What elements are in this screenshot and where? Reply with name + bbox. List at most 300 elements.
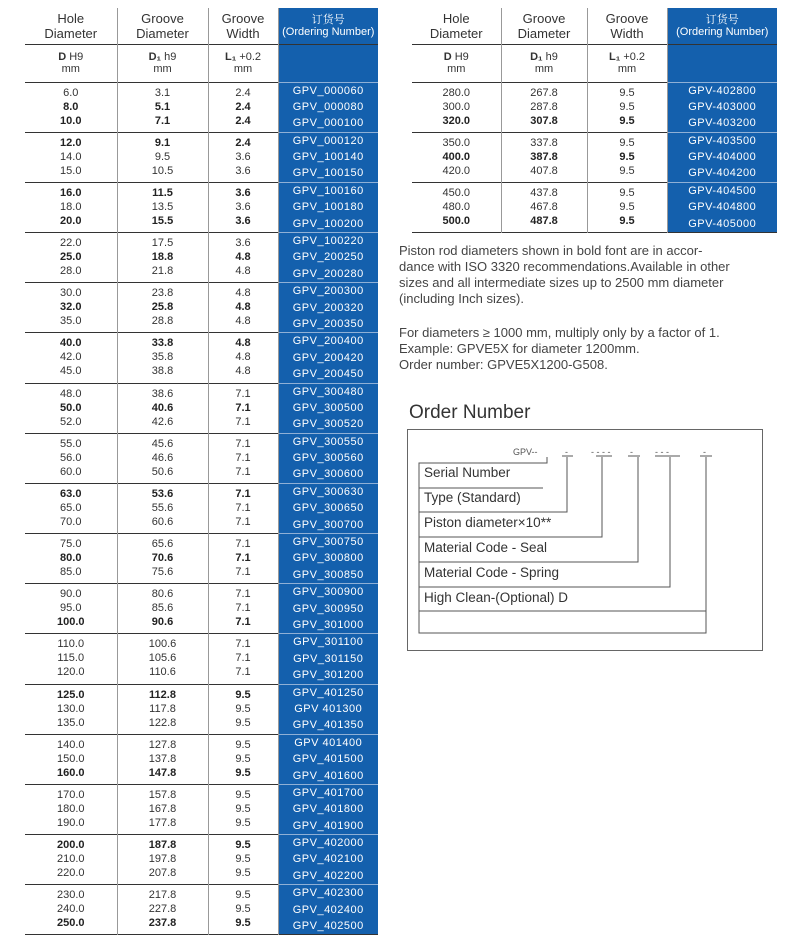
size-group-row	[25, 835, 378, 885]
ordering-number: GPV_200300	[292, 285, 364, 298]
ordering-number: GPV_300850	[292, 568, 364, 581]
value: 9.5	[235, 889, 251, 902]
size-group-row	[412, 132, 777, 182]
size-group-row	[25, 182, 378, 232]
label-material-seal: Material Code - Seal	[424, 540, 548, 555]
ordering-number: GPV_301150	[293, 652, 364, 665]
groove-diameter-cell	[117, 885, 208, 935]
groove-width-cell	[208, 885, 278, 935]
value: 80.0	[60, 552, 82, 565]
ordering-number: GPV_200280	[292, 267, 364, 280]
value: 125.0	[56, 688, 85, 701]
hole-diameter-cell	[25, 233, 117, 283]
value: 157.8	[148, 788, 177, 801]
code-segment-seal: -	[630, 447, 633, 457]
size-group-row	[25, 684, 378, 734]
code-segment-spring: - - -	[655, 447, 669, 457]
value: 50.6	[151, 465, 174, 478]
value: 407.8	[530, 164, 558, 177]
groove-width-cell	[208, 433, 278, 483]
ordering-number-cell	[278, 784, 378, 834]
value: 45.0	[60, 365, 82, 378]
code-segment-clean: -	[703, 447, 706, 457]
value: 18.8	[151, 251, 174, 264]
groove-diameter-cell	[117, 634, 208, 684]
ordering-number: GPV_301000	[292, 619, 364, 631]
hole-diameter-cell	[25, 734, 117, 784]
value: 147.8	[148, 766, 177, 779]
value: 15.0	[60, 164, 82, 177]
value: 75.6	[151, 566, 174, 579]
value: 100.0	[56, 616, 85, 629]
value: 48.0	[60, 387, 82, 400]
value: 122.8	[148, 716, 177, 729]
value: 137.8	[148, 752, 177, 765]
ordering-number: GPV_200450	[292, 368, 364, 381]
ordering-number: GPV_000060	[292, 84, 364, 97]
value: 85.6	[151, 602, 174, 615]
header-groove-width: Groove Width	[208, 8, 278, 44]
groove-diameter-cell	[117, 333, 208, 383]
size-group-row	[25, 82, 378, 132]
value: 9.5	[619, 136, 635, 149]
value: 3.6	[235, 237, 251, 250]
hole-diameter-cell	[25, 383, 117, 433]
value: 7.1	[235, 538, 251, 551]
value: 420.0	[442, 164, 471, 177]
value: 227.8	[148, 903, 177, 916]
value: 7.1	[235, 415, 251, 428]
ordering-number-cell	[667, 82, 777, 132]
groove-width-cell	[208, 132, 278, 182]
ordering-number: GPV_000080	[292, 100, 364, 113]
value: 9.5	[619, 164, 635, 177]
subheader-groove-d: D₁ h9 mm	[501, 44, 587, 82]
value: 9.5	[619, 200, 635, 213]
ordering-number: GPV_402400	[292, 903, 364, 916]
value: 437.8	[530, 186, 558, 199]
bold-font-note: Piston rod diameters shown in bold font are in accor- dance with ISO 3320 recommendations.Available in other sizes and all intermediate sizes up to 2500 mm diameter (including Inch sizes).	[399, 243, 730, 306]
value: 7.1	[235, 602, 251, 615]
hole-diameter-cell	[25, 584, 117, 634]
value: 150.0	[56, 752, 85, 765]
value: 70.6	[151, 552, 174, 565]
groove-width-cell	[208, 784, 278, 834]
ordering-number: GPV-404500	[688, 184, 757, 197]
value: 55.6	[151, 501, 174, 514]
groove-diameter-cell	[117, 734, 208, 784]
value: 4.8	[235, 365, 251, 378]
value: 307.8	[530, 114, 558, 127]
right-table-body	[412, 82, 777, 233]
value: 167.8	[148, 802, 177, 815]
ordering-number: GPV_402300	[292, 887, 364, 900]
left-table-body	[25, 82, 378, 935]
ordering-number-cell	[278, 182, 378, 232]
ordering-number: GPV-402800	[688, 84, 757, 97]
groove-diameter-cell	[117, 283, 208, 333]
ordering-number: GPV_401900	[292, 819, 364, 832]
ordering-number-cell	[278, 132, 378, 182]
value: 21.8	[151, 265, 174, 278]
value: 287.8	[530, 100, 558, 113]
groove-width-cell	[208, 584, 278, 634]
groove-width-cell	[587, 182, 667, 232]
ordering-number: GPV_100180	[292, 201, 364, 214]
value: 38.6	[151, 387, 174, 400]
value: 12.0	[60, 136, 82, 149]
value: 7.1	[154, 114, 171, 127]
groove-diameter-cell	[501, 82, 587, 132]
header-hole-diameter: Hole Diameter	[412, 8, 501, 44]
value: 9.5	[235, 853, 251, 866]
value: 55.0	[60, 437, 82, 450]
ordering-number-cell	[278, 82, 378, 132]
value: 9.5	[619, 150, 635, 163]
value: 7.1	[235, 638, 251, 651]
ordering-number: GPV_402500	[292, 920, 364, 933]
ordering-number: GPV_300750	[292, 536, 364, 549]
groove-diameter-cell	[117, 82, 208, 132]
value: 3.1	[154, 86, 171, 99]
hole-diameter-cell	[25, 483, 117, 533]
code-segment-type: -	[565, 447, 568, 457]
code-segment-diameter: - - - -	[591, 447, 611, 457]
value: 197.8	[148, 853, 177, 866]
ordering-number: GPV-403200	[688, 117, 757, 130]
header-groove-width: Groove Width	[587, 8, 667, 44]
value: 9.5	[235, 802, 251, 815]
value: 60.6	[151, 515, 174, 528]
hole-diameter-cell	[25, 634, 117, 684]
ordering-number: GPV_401350	[292, 719, 364, 732]
value: 130.0	[56, 702, 85, 715]
value: 450.0	[442, 186, 471, 199]
ordering-number: GPV-404800	[688, 201, 757, 214]
value: 237.8	[148, 917, 177, 930]
value: 487.8	[530, 214, 558, 227]
right-size-table	[412, 8, 777, 233]
value: 467.8	[530, 200, 558, 213]
ordering-number: GPV_300630	[292, 485, 364, 498]
ordering-number: GPV_200250	[292, 251, 364, 264]
groove-width-cell	[208, 82, 278, 132]
value: 320.0	[442, 114, 471, 127]
value: 2.4	[235, 86, 251, 99]
value: 20.0	[60, 214, 82, 227]
groove-diameter-cell	[117, 132, 208, 182]
value: 18.0	[60, 200, 82, 213]
ordering-number: GPV_401700	[292, 786, 364, 799]
header-groove-diameter: Groove Diameter	[117, 8, 208, 44]
ordering-number: GPV_100140	[292, 151, 364, 164]
size-group-row	[25, 734, 378, 784]
value: 65.0	[60, 501, 82, 514]
value: 207.8	[148, 867, 177, 880]
ordering-number: GPV-404200	[688, 167, 757, 180]
ordering-number-cell	[278, 333, 378, 383]
value: 45.6	[151, 437, 174, 450]
groove-diameter-cell	[117, 684, 208, 734]
ordering-number: GPV_000120	[292, 134, 364, 147]
value: 23.8	[151, 287, 174, 300]
hole-diameter-cell	[25, 283, 117, 333]
hole-diameter-cell	[25, 534, 117, 584]
groove-width-cell	[208, 534, 278, 584]
groove-width-cell	[208, 233, 278, 283]
value: 4.8	[235, 351, 251, 364]
groove-diameter-cell	[117, 584, 208, 634]
value: 14.0	[60, 150, 82, 163]
ordering-number: GPV_300550	[292, 435, 364, 448]
value: 6.0	[63, 86, 79, 99]
value: 50.0	[60, 401, 82, 414]
value: 4.8	[235, 301, 251, 314]
groove-width-cell	[208, 333, 278, 383]
ordering-number: GPV_401600	[292, 769, 364, 782]
value: 7.1	[235, 451, 251, 464]
hole-diameter-cell	[25, 433, 117, 483]
size-group-row	[25, 784, 378, 834]
value: 500.0	[442, 214, 471, 227]
hole-diameter-cell	[25, 835, 117, 885]
size-group-row	[412, 182, 777, 232]
value: 115.0	[57, 652, 85, 665]
ordering-number-cell	[278, 584, 378, 634]
value: 63.0	[60, 487, 82, 500]
value: 7.1	[235, 401, 251, 414]
ordering-number: GPV_401250	[292, 686, 364, 699]
groove-diameter-cell	[117, 182, 208, 232]
value: 160.0	[56, 766, 85, 779]
value: 7.1	[235, 487, 251, 500]
ordering-number-cell	[278, 433, 378, 483]
value: 9.5	[235, 839, 251, 852]
value: 230.0	[56, 889, 85, 902]
value: 350.0	[442, 136, 471, 149]
subheader-hole: D H9 mm	[412, 44, 501, 82]
ordering-number-cell	[278, 734, 378, 784]
value: 220.0	[56, 867, 85, 880]
ordering-number: GPV_200350	[292, 317, 364, 330]
ordering-number: GPV_301100	[293, 636, 364, 649]
ordering-number-cell	[667, 132, 777, 182]
value: 110.0	[57, 638, 85, 651]
hole-diameter-cell	[412, 82, 501, 132]
ordering-number: GPV 401300	[294, 702, 363, 715]
value: 3.6	[235, 214, 251, 227]
groove-width-cell	[208, 383, 278, 433]
ordering-number-cell	[278, 634, 378, 684]
value: 9.5	[619, 186, 635, 199]
value: 22.0	[60, 237, 82, 250]
ordering-number: GPV_401500	[292, 753, 364, 766]
groove-diameter-cell	[117, 835, 208, 885]
value: 177.8	[148, 816, 177, 829]
size-group-row	[25, 283, 378, 333]
ordering-number: GPV_300560	[292, 452, 364, 465]
value: 17.5	[151, 237, 174, 250]
ordering-number: GPV_300950	[292, 602, 364, 615]
value: 190.0	[56, 816, 85, 829]
groove-diameter-cell	[117, 483, 208, 533]
hole-diameter-cell	[25, 182, 117, 232]
ordering-number: GPV_402100	[292, 853, 364, 866]
hole-diameter-cell	[25, 784, 117, 834]
value: 7.1	[235, 515, 251, 528]
ordering-number: GPV_200420	[292, 351, 364, 364]
value: 75.0	[60, 538, 82, 551]
value: 9.5	[235, 816, 251, 829]
value: 42.0	[60, 351, 82, 364]
value: 140.0	[56, 738, 85, 751]
ordering-number-cell	[278, 483, 378, 533]
groove-diameter-cell	[117, 784, 208, 834]
ordering-number: GPV-403500	[688, 134, 757, 147]
value: 4.8	[235, 251, 251, 264]
ordering-number: GPV_300700	[292, 518, 364, 531]
label-serial-number: Serial Number	[424, 465, 511, 480]
groove-width-cell	[208, 483, 278, 533]
value: 180.0	[56, 802, 85, 815]
ordering-number-cell	[278, 383, 378, 433]
value: 8.0	[63, 100, 79, 113]
value: 267.8	[530, 86, 558, 99]
value: 9.5	[235, 766, 251, 779]
ordering-number: GPV-404000	[688, 151, 757, 164]
value: 105.6	[148, 652, 177, 665]
value: 95.0	[60, 602, 82, 615]
value: 9.5	[619, 214, 635, 227]
value: 7.1	[235, 437, 251, 450]
label-high-clean: High Clean-(Optional) D	[424, 590, 569, 605]
header-ordering-number: 订货号 (Ordering Number)	[278, 8, 378, 44]
value: 7.1	[235, 387, 251, 400]
value: 9.5	[235, 903, 251, 916]
value: 7.1	[235, 552, 251, 565]
groove-width-cell	[208, 634, 278, 684]
groove-width-cell	[208, 283, 278, 333]
hole-diameter-cell	[25, 82, 117, 132]
value: 52.0	[60, 415, 82, 428]
value: 90.0	[60, 588, 82, 601]
size-group-row	[25, 885, 378, 935]
subheader-groove-w: L₁ +0.2 mm	[587, 44, 667, 82]
groove-diameter-cell	[501, 132, 587, 182]
ordering-number-cell	[278, 684, 378, 734]
subheader-groove-w: L₁ +0.2 mm	[208, 44, 278, 82]
value: 42.6	[151, 415, 174, 428]
large-diameter-note: For diameters ≥ 1000 mm, multiply only by a factor of 1. Example: GPVE5X for diameter 1200mm. Order number: GPVE5X1200-G508.	[399, 325, 720, 372]
groove-width-cell	[208, 182, 278, 232]
order-number-title: Order Number	[409, 402, 531, 423]
ordering-number-cell	[278, 233, 378, 283]
value: 240.0	[56, 903, 85, 916]
value: 40.0	[60, 337, 82, 350]
value: 9.5	[154, 150, 171, 163]
value: 7.1	[235, 652, 251, 665]
groove-width-cell	[208, 835, 278, 885]
value: 90.6	[151, 616, 174, 629]
value: 9.5	[619, 114, 635, 127]
size-group-row	[25, 634, 378, 684]
code-segment-prefix: GPV--	[513, 447, 538, 457]
value: 4.8	[235, 287, 251, 300]
ordering-number: GPV-403000	[688, 100, 757, 113]
size-group-row	[25, 233, 378, 283]
value: 9.1	[154, 136, 171, 149]
subheader-ordering	[667, 44, 777, 82]
value: 9.5	[235, 702, 251, 715]
value: 337.8	[530, 136, 558, 149]
value: 25.8	[151, 301, 174, 314]
ordering-number: GPV_402000	[292, 837, 364, 850]
value: 5.1	[154, 100, 171, 113]
value: 120.0	[56, 666, 85, 679]
ordering-number: GPV_300900	[292, 586, 364, 599]
groove-width-cell	[208, 684, 278, 734]
hole-diameter-cell	[412, 132, 501, 182]
value: 9.5	[619, 86, 635, 99]
value: 9.5	[235, 917, 251, 930]
ordering-number: GPV_301200	[292, 669, 364, 682]
groove-diameter-cell	[117, 233, 208, 283]
size-group-row	[412, 82, 777, 132]
size-group-row	[25, 132, 378, 182]
value: 3.6	[235, 186, 251, 199]
value: 4.8	[235, 315, 251, 328]
ordering-number: GPV_300650	[292, 502, 364, 515]
label-piston-diameter: Piston diameter×10**	[424, 515, 552, 530]
value: 38.8	[151, 365, 174, 378]
ordering-number: GPV-405000	[688, 217, 757, 230]
value: 35.8	[151, 351, 174, 364]
ordering-number: GPV_300480	[292, 385, 364, 398]
value: 40.6	[151, 401, 174, 414]
value: 16.0	[60, 186, 82, 199]
value: 170.0	[56, 788, 85, 801]
subheader-hole: D H9 mm	[25, 44, 117, 82]
value: 127.8	[148, 738, 177, 751]
ordering-number: GPV_300500	[292, 401, 364, 414]
value: 10.5	[151, 164, 174, 177]
value: 187.8	[148, 839, 177, 852]
value: 7.1	[235, 588, 251, 601]
value: 480.0	[442, 200, 471, 213]
value: 100.6	[148, 638, 177, 651]
ordering-number: GPV_200400	[292, 335, 364, 348]
value: 80.6	[151, 588, 174, 601]
ordering-number: GPV_100150	[292, 167, 364, 180]
value: 60.0	[60, 465, 82, 478]
value: 2.4	[235, 136, 251, 149]
groove-diameter-cell	[117, 534, 208, 584]
value: 9.5	[235, 716, 251, 729]
hole-diameter-cell	[412, 182, 501, 232]
value: 7.1	[235, 501, 251, 514]
size-group-row	[25, 333, 378, 383]
ordering-number: GPV_402200	[292, 869, 364, 882]
value: 135.0	[56, 716, 85, 729]
groove-width-cell	[208, 734, 278, 784]
hole-diameter-cell	[25, 684, 117, 734]
header-groove-diameter: Groove Diameter	[501, 8, 587, 44]
groove-diameter-cell	[117, 433, 208, 483]
value: 2.4	[235, 100, 251, 113]
value: 15.5	[151, 214, 174, 227]
header-hole-diameter: Hole Diameter	[25, 8, 117, 44]
value: 10.0	[60, 114, 82, 127]
